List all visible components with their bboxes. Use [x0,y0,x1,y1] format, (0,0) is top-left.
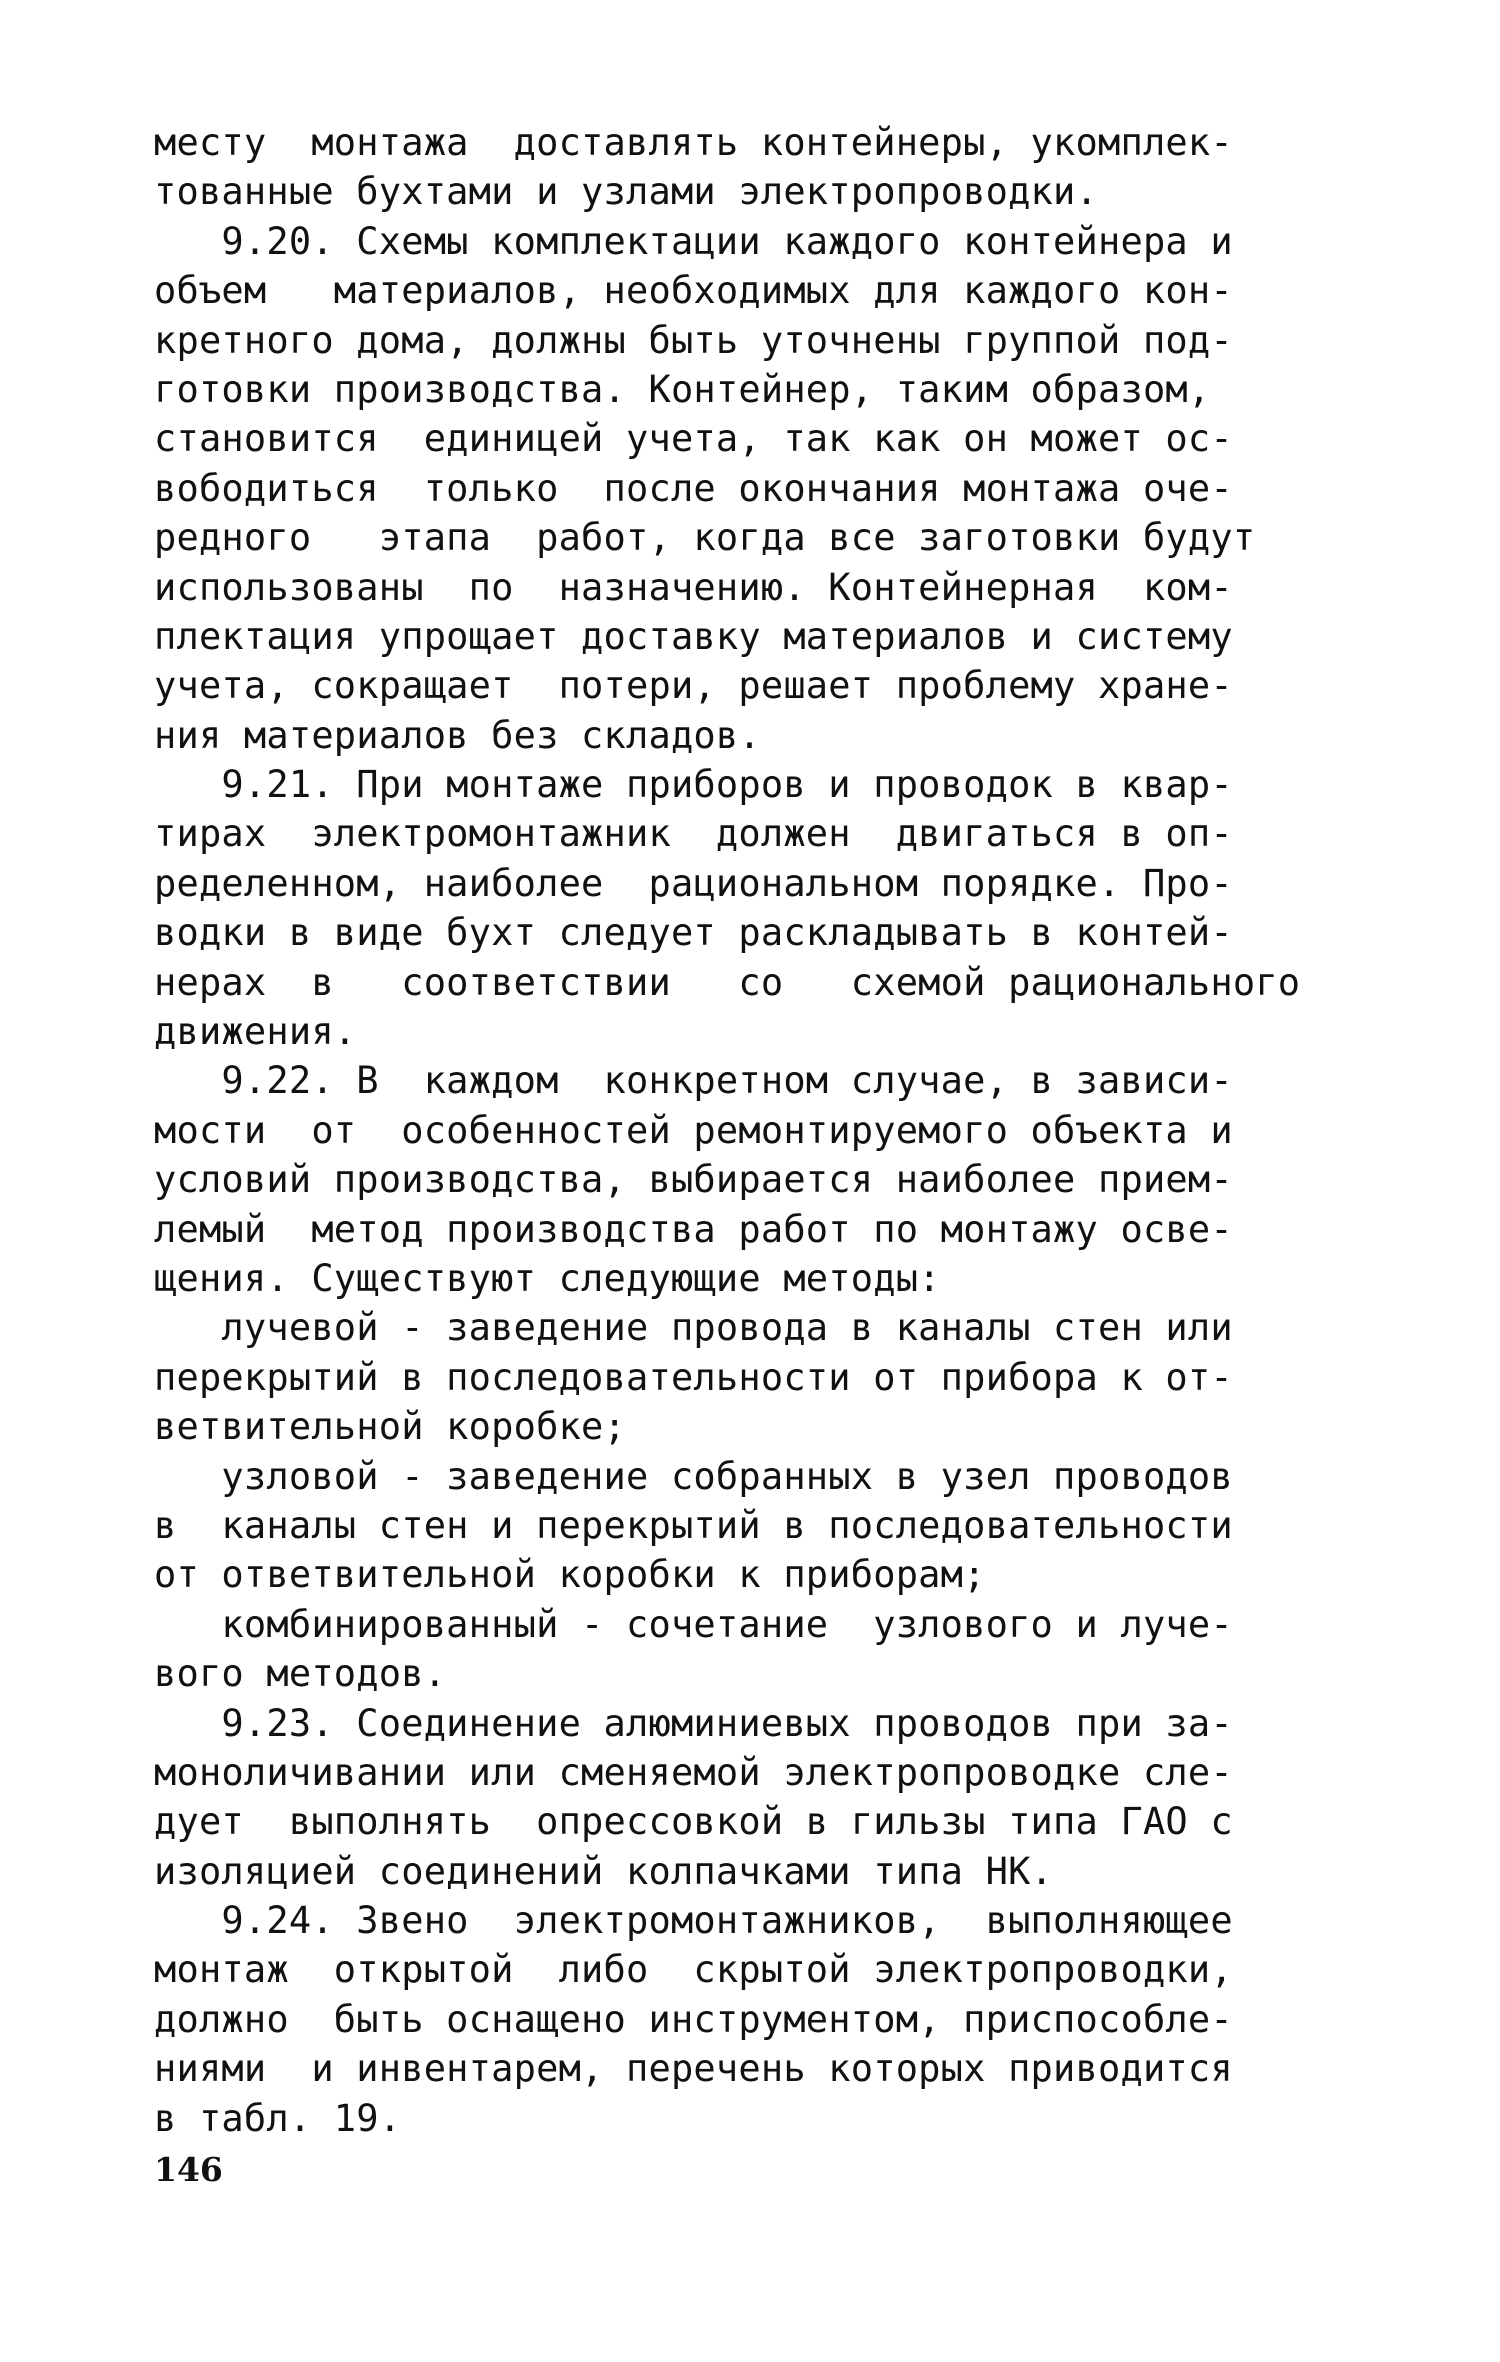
text-line: ния материалов без складов. [154,713,761,757]
text-line: 9.22. В каждом конкретном случае, в зависи- [154,1059,1233,1103]
text-line: 9.20. Схемы комплектации каждого контейнера и [154,219,1233,263]
text-line: учета, сокращает потери, решает проблему хране- [154,664,1233,708]
text-line: 9.24. Звено электромонтажников, выполняющее [154,1899,1233,1943]
text-line: моноличивании или сменяемой электропроводке сле- [154,1750,1233,1794]
text-line: 9.21. При монтаже приборов и проводок в квар- [154,763,1233,807]
text-line: 9.23. Соединение алюминиевых проводов при за- [154,1701,1233,1745]
text-line: объем материалов, необходимых для каждого кон- [154,269,1233,313]
text-line: вободиться только после окончания монтажа оче- [154,466,1233,510]
text-line: изоляцией соединений колпачками типа НК. [154,1849,1054,1893]
text-line: движения. [154,1010,357,1054]
text-line: готовки производства. Контейнер, таким образом, [154,367,1211,411]
text-line: тованные бухтами и узлами электропроводки. [154,170,1098,214]
text-line: ниями и инвентарем, перечень которых приводится [154,2047,1233,2091]
text-line: должно быть оснащено инструментом, приспособле- [154,1997,1233,2041]
text-line: мости от особенностей ремонтируемого объекта и [154,1108,1233,1152]
text-line: в табл. 19. [154,2096,402,2140]
text-line: комбинированный - сочетание узлового и луче- [154,1602,1233,1646]
text-line: ределенном, наиболее рациональном порядке. Про- [154,861,1233,905]
text-line: водки в виде бухт следует раскладывать в контей- [154,911,1233,955]
text-line: вого методов. [154,1652,447,1696]
text-line: редного этапа работ, когда все заготовки будут [154,516,1256,560]
text-line: узловой - заведение собранных в узел проводов [154,1454,1233,1498]
page-number: 146 [154,2150,223,2189]
text-line: плектация упрощает доставку материалов и систему [154,614,1233,658]
text-line: лучевой - заведение провода в каналы стен или [154,1306,1233,1350]
text-line: месту монтажа доставлять контейнеры, укомплек- [154,121,1233,164]
text-line: лемый метод производства работ по монтажу осве- [154,1207,1233,1251]
text-line: перекрытий в последовательности от прибора к от- [154,1355,1233,1399]
text-line: дует выполнять опрессовкой в гильзы типа ГАО с [154,1800,1233,1844]
text-line: в каналы стен и перекрытий в последовательности [154,1503,1233,1547]
text-line: нерах в соответствии со схемой рационального [154,960,1301,1004]
text-line: условий производства, выбирается наиболее прием- [154,1158,1233,1202]
text-line: щения. Существуют следующие методы: [154,1256,941,1300]
text-line: от ответвительной коробки к приборам; [154,1553,986,1597]
text-line: становится единицей учета, так как он может ос- [154,417,1233,461]
text-line: тирах электромонтажник должен двигаться в оп- [154,812,1233,856]
body-text [154,118,1354,2143]
text-line: кретного дома, должны быть уточнены группой под- [154,318,1233,362]
text-line: ветвительной коробке; [154,1405,626,1449]
text-line: использованы по назначению. Контейнерная ком- [154,565,1233,609]
text-line: монтаж открытой либо скрытой электропроводки, [154,1948,1233,1992]
